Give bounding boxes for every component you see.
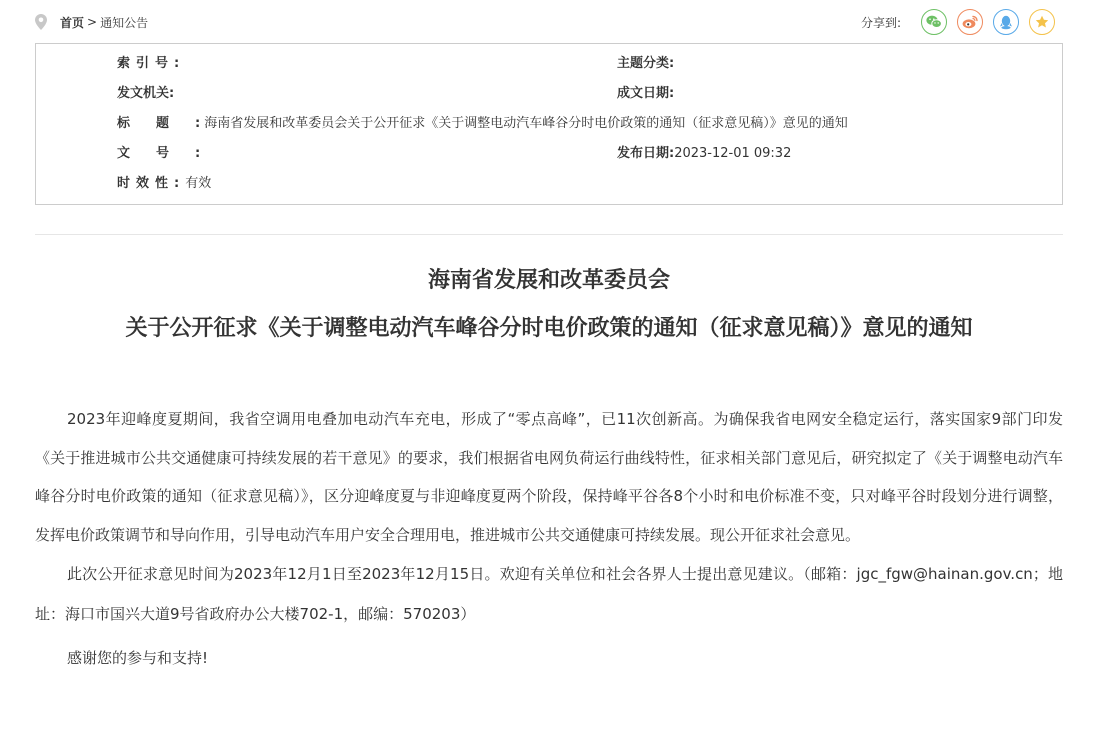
meta-docno-row (117, 144, 226, 164)
meta-category-label: 主题分类: (617, 56, 675, 71)
article-paragraph: 2023年迎峰度夏期间，我省空调用电叠加电动汽车充电，形成了“零点高峰”，已11次创新高。为确保我省电网安全稳定运行，落实国家9部门印发《关于推进城市公共交通健康可持续发展的若干意见》的要求，我们根据省电网负荷运行曲线特性，征求相关部门意见后，研究拟定了《关于调整电动汽车峰谷分时电价政策的通知（征求意见稿）》，区分迎峰度夏与非迎峰度夏两个阶段，保持峰平谷各8个小时和电价标准不变，只对峰平谷时段划分进行调整，发挥电价政策调节和导向作用，引导电动汽车用户安全合理用电，推进城市公共交通健康可持续发展。现公开征求社会意见。 (35, 410, 1063, 544)
breadcrumb-home-link[interactable]: 首页 (60, 15, 85, 30)
weibo-icon (962, 15, 978, 29)
meta-issuer-row (117, 84, 174, 104)
breadcrumb (35, 10, 148, 34)
favorite-icon (1035, 15, 1049, 29)
share-label: 分享到: (860, 15, 901, 30)
meta-title-label: 标题: (117, 116, 227, 131)
meta-published-row (617, 144, 791, 164)
article-paragraph: 感谢您的参与和支持! (67, 649, 209, 667)
wechat-icon (926, 15, 942, 29)
location-pin-icon (35, 14, 47, 30)
meta-published-value: 2023-12-01 09:32 (674, 146, 792, 161)
breadcrumb-current-link[interactable]: 通知公告 (100, 15, 149, 30)
share-wechat-button[interactable] (921, 9, 947, 35)
share-bar (861, 9, 1055, 35)
meta-title-value: 海南省发展和改革委员会关于公开征求《关于调整电动汽车峰谷分时电价政策的通知（征求意见稿）》意见的通知 (204, 116, 848, 131)
article-title-line1: 海南省发展和改革委员会 (427, 268, 670, 293)
meta-validity-label: 时效性: (117, 176, 186, 191)
meta-created-row (617, 84, 674, 104)
meta-docno-label: 文号: (117, 146, 227, 161)
share-weibo-button[interactable] (957, 9, 983, 35)
qq-icon (999, 15, 1013, 30)
breadcrumb-separator: > (87, 15, 98, 29)
document-meta-table (35, 43, 1063, 205)
meta-index-row (117, 54, 185, 74)
content-divider (35, 234, 1063, 235)
meta-published-label: 发布日期: (617, 146, 675, 161)
meta-validity-row (117, 174, 211, 194)
top-bar (35, 10, 1063, 34)
article-body (35, 400, 1063, 678)
share-qq-button[interactable] (993, 9, 1019, 35)
article-title-line2: 关于公开征求《关于调整电动汽车峰谷分时电价政策的通知（征求意见稿）》意见的通知 (125, 316, 973, 341)
meta-title-row (117, 114, 848, 134)
meta-created-label: 成文日期: (617, 86, 675, 101)
meta-category-row (617, 54, 674, 74)
meta-issuer-label: 发文机关: (117, 86, 175, 101)
meta-validity-value: 有效 (185, 176, 212, 191)
article-paragraph: 此次公开征求意见时间为2023年12月1日至2023年12月15日。欢迎有关单位和社会各界人士提出意见建议。（邮箱：jgc_fgw@hainan.gov.cn；地址：海口市国兴大道9号省政府办公大楼702-1，邮编：570203） (35, 565, 1063, 623)
meta-index-label: 索引号: (117, 56, 186, 71)
share-favorite-button[interactable] (1029, 9, 1055, 35)
